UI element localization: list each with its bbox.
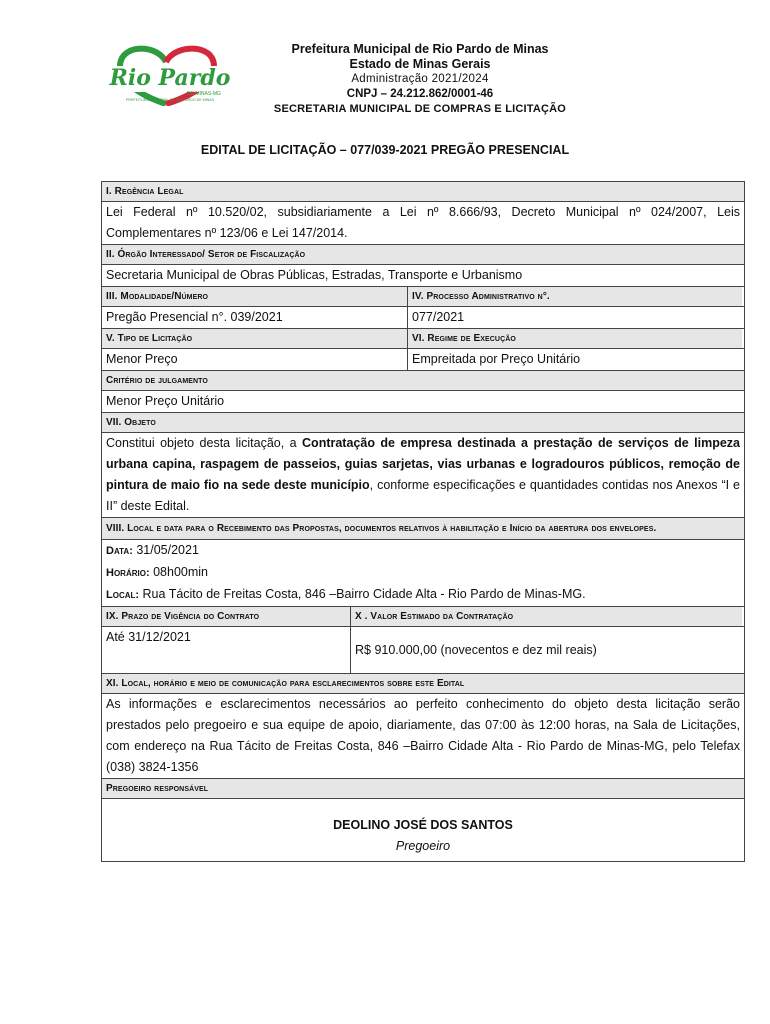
- header-line-2: Estado de Minas Gerais: [349, 57, 491, 71]
- processo-value: 077/2021: [407, 307, 742, 328]
- objeto-text-bold: Contratação de empresa destinada a prestação de serviços de limpeza urbana capina, raspagem de passeios, guias sarjetas, vias urbanas e logradouros públicos, remoção de pintura de maio fio na sede deste município: [106, 436, 741, 492]
- edital-title: EDITAL DE LICITAÇÃO – 077/039-2021 PREGÃO PRESENCIAL: [200, 143, 570, 157]
- objeto-label: VII. Objeto: [102, 413, 744, 432]
- prazo-value: Até 31/12/2021: [106, 630, 191, 644]
- tipo-label: V. Tipo de Licitação: [102, 329, 407, 348]
- regencia-value: Lei Federal nº 10.520/02, subsidiariamente a Lei nº 8.666/93, Decreto Municipal nº 024/2007, Leis Complementares nº 123/06 e Lei 147/2014.: [106, 205, 740, 240]
- modalidade-label: III. Modalidade/Número: [102, 287, 407, 306]
- pregoeiro-name: DEOLINO JOSÉ DOS SANTOS: [333, 818, 513, 832]
- pregoeiro-role: Pregoeiro: [395, 839, 451, 853]
- data-label: Data:: [106, 545, 133, 557]
- header-line-3: Administração 2021/2024: [351, 73, 489, 85]
- local-label: Local:: [106, 589, 140, 601]
- rio-pardo-logo: [108, 40, 230, 106]
- tipo-value: Menor Preço: [106, 352, 178, 366]
- edital-form: [101, 181, 745, 862]
- horario-label: Horário:: [106, 567, 150, 579]
- regime-value: Empreitada por Preço Unitário: [407, 349, 742, 370]
- document-header: [0, 40, 770, 125]
- logo-tagline: PREFEITURA MUNICIPAL DE RIO PARDO DE MINAS: [126, 98, 214, 102]
- orgao-label: II. Órgão Interessado/ Setor de Fiscalização: [102, 245, 744, 264]
- criterio-value: Menor Preço Unitário: [106, 394, 225, 408]
- header-line-1: Prefeitura Municipal de Rio Pardo de Minas: [291, 42, 549, 56]
- logo-text: Rio Pardo: [109, 65, 230, 91]
- criterio-label: Critério de julgamento: [102, 371, 744, 390]
- prazo-label: IX. Prazo de Vigência do Contrato: [102, 607, 350, 626]
- orgao-value: Secretaria Municipal de Obras Públicas, Estradas, Transporte e Urbanismo: [106, 268, 523, 282]
- valor-label: X . Valor Estimado da Contratação: [350, 607, 742, 626]
- header-text: [230, 42, 610, 117]
- header-line-4: CNPJ – 24.212.862/0001-46: [346, 88, 494, 100]
- local-recebimento-value: [102, 540, 744, 606]
- objeto-text-post: , conforme especificações e quantidades contidas nos Anexos “I e II” deste Edital.: [106, 478, 740, 513]
- horario-value: 08h00min: [149, 565, 208, 579]
- processo-label: IV. Processo Administrativo n°.: [407, 287, 742, 306]
- logo-subtext: DE MINAS-MG: [187, 91, 221, 97]
- horario-line: [106, 562, 740, 584]
- data-value: 31/05/2021: [132, 543, 199, 557]
- local-value: Rua Tácito de Freitas Costa, 846 –Bairro Cidade Alta - Rio Pardo de Minas-MG.: [139, 587, 586, 601]
- local-recebimento-label: VIII. Local e data para o Recebimento das Propostas, documentos relativos à habilitação e Início da abertura dos envelopes.: [102, 518, 744, 539]
- valor-value: R$ 910.000,00 (novecentos e dez mil reais): [350, 627, 742, 673]
- esclarecimentos-value: As informações e esclarecimentos necessários ao perfeito conhecimento do objeto desta licitação serão prestados pelo pregoeiro e sua equipe de apoio, diariamente, das 07:00 às 12:00 horas, na Sala de Licitações, com endereço na Rua Tácito de Freitas Costa, 846 –Bairro Cidade Alta - Rio Pardo de Minas-MG, pelo Telefax (038) 3824-1356: [106, 697, 740, 774]
- local-line: [106, 584, 740, 606]
- esclarecimentos-label: XI. Local, horário e meio de comunicação para esclarecimentos sobre este Edital: [102, 674, 744, 693]
- pregoeiro-label: Pregoeiro responsável: [102, 779, 744, 798]
- signature-block: [102, 799, 744, 861]
- regime-label: VI. Regime de Execução: [407, 329, 742, 348]
- regencia-label: I. Regência Legal: [102, 182, 744, 201]
- objeto-text-pre: Constitui objeto desta licitação, a: [106, 436, 303, 450]
- objeto-value: [102, 433, 744, 517]
- modalidade-value: Pregão Presencial n°. 039/2021: [106, 310, 283, 324]
- header-line-5: SECRETARIA MUNICIPAL DE COMPRAS E LICITAÇÃO: [273, 103, 567, 115]
- data-line: [106, 540, 740, 562]
